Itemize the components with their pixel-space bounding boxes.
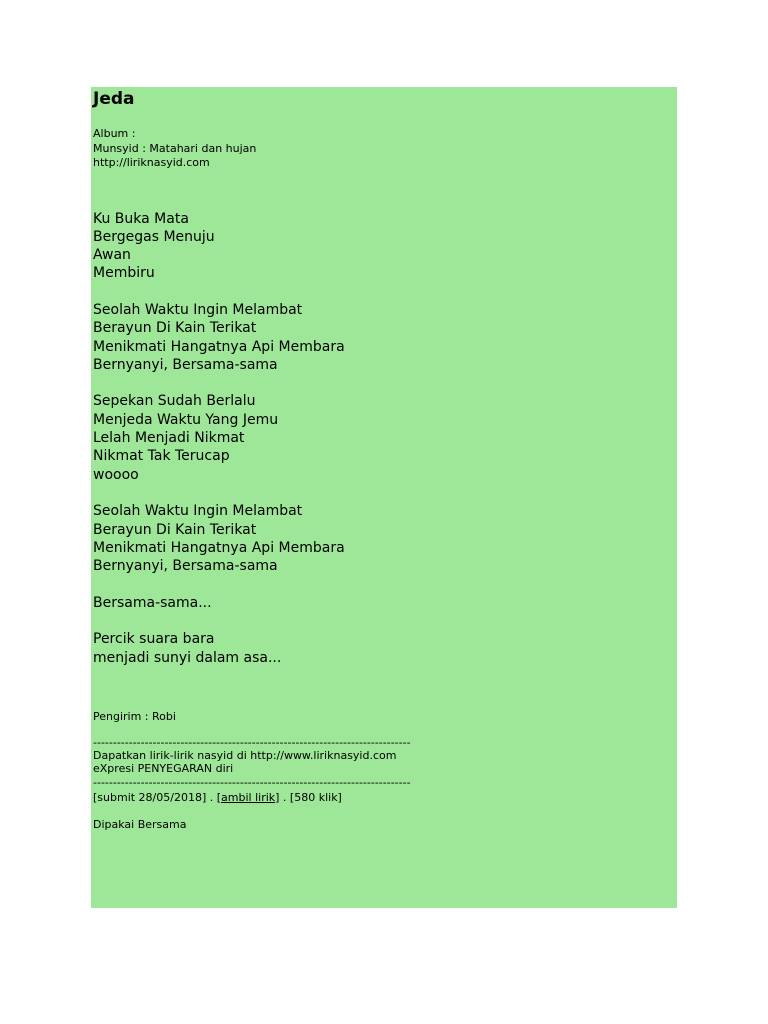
lyric-line: Menjeda Waktu Yang Jemu [93,411,279,428]
lyrics-body [93,210,675,667]
lyric-line: Bernyanyi, Bersama-sama [93,356,278,373]
lyric-line: Berayun Di Kain Terikat [93,521,257,538]
song-meta [93,127,675,171]
stanza [93,630,675,667]
lyric-line: Menikmati Hangatnya Api Membara [93,539,345,556]
separator-line: -------------------------------------------------------------------------------- [93,735,411,749]
source-url: http://liriknasyid.com [93,156,210,169]
lyric-line: menjadi sunyi dalam asa... [93,649,282,666]
stanza [93,210,675,283]
lyric-line: Ku Buka Mata [93,210,189,227]
lyric-line: Seolah Waktu Ingin Melambat [93,301,303,318]
used-together-label: Dipakai Bersama [93,818,187,832]
submit-date: [submit 28/05/2018] . [ [93,790,222,804]
submit-info [93,791,675,805]
stanza [93,594,675,612]
song-title: Jeda [93,89,135,109]
stanza [93,301,675,374]
promo-line: Dapatkan lirik-lirik nasyid di http://www.liriknasyid.com [93,748,397,762]
separator-line: -------------------------------------------------------------------------------- [93,775,411,789]
stanza [93,392,675,483]
click-count: ] . [580 klik] [275,790,342,804]
lyric-line: woooo [93,466,139,483]
lyric-line: Percik suara bara [93,631,215,648]
lyric-line: Sepekan Sudah Berlalu [93,393,256,410]
artist-line: Munsyid : Matahari dan hujan [93,141,257,155]
lyric-line: Bersama-sama... [93,594,212,611]
tagline: eXpresi PENYEGARAN diri [93,762,234,776]
stanza [93,502,675,575]
lyric-line: Lelah Menjadi Nikmat [93,430,245,447]
ambil-lirik-link[interactable]: ambil lirik [221,790,276,804]
lyric-line: Berayun Di Kain Terikat [93,320,257,337]
lyric-line: Awan [93,247,131,264]
lyric-line: Seolah Waktu Ingin Melambat [93,503,303,520]
lyric-line: Bernyanyi, Bersama-sama [93,558,278,575]
lyrics-panel [91,87,677,908]
lyric-line: Bergegas Menuju [93,228,215,245]
album-line: Album : [93,127,136,140]
lyric-line: Menikmati Hangatnya Api Membara [93,338,345,355]
lyric-line: Nikmat Tak Terucap [93,448,230,465]
footer [93,736,675,832]
lyric-line: Membiru [93,265,155,282]
sender-line: Pengirim : Robi [93,709,176,723]
